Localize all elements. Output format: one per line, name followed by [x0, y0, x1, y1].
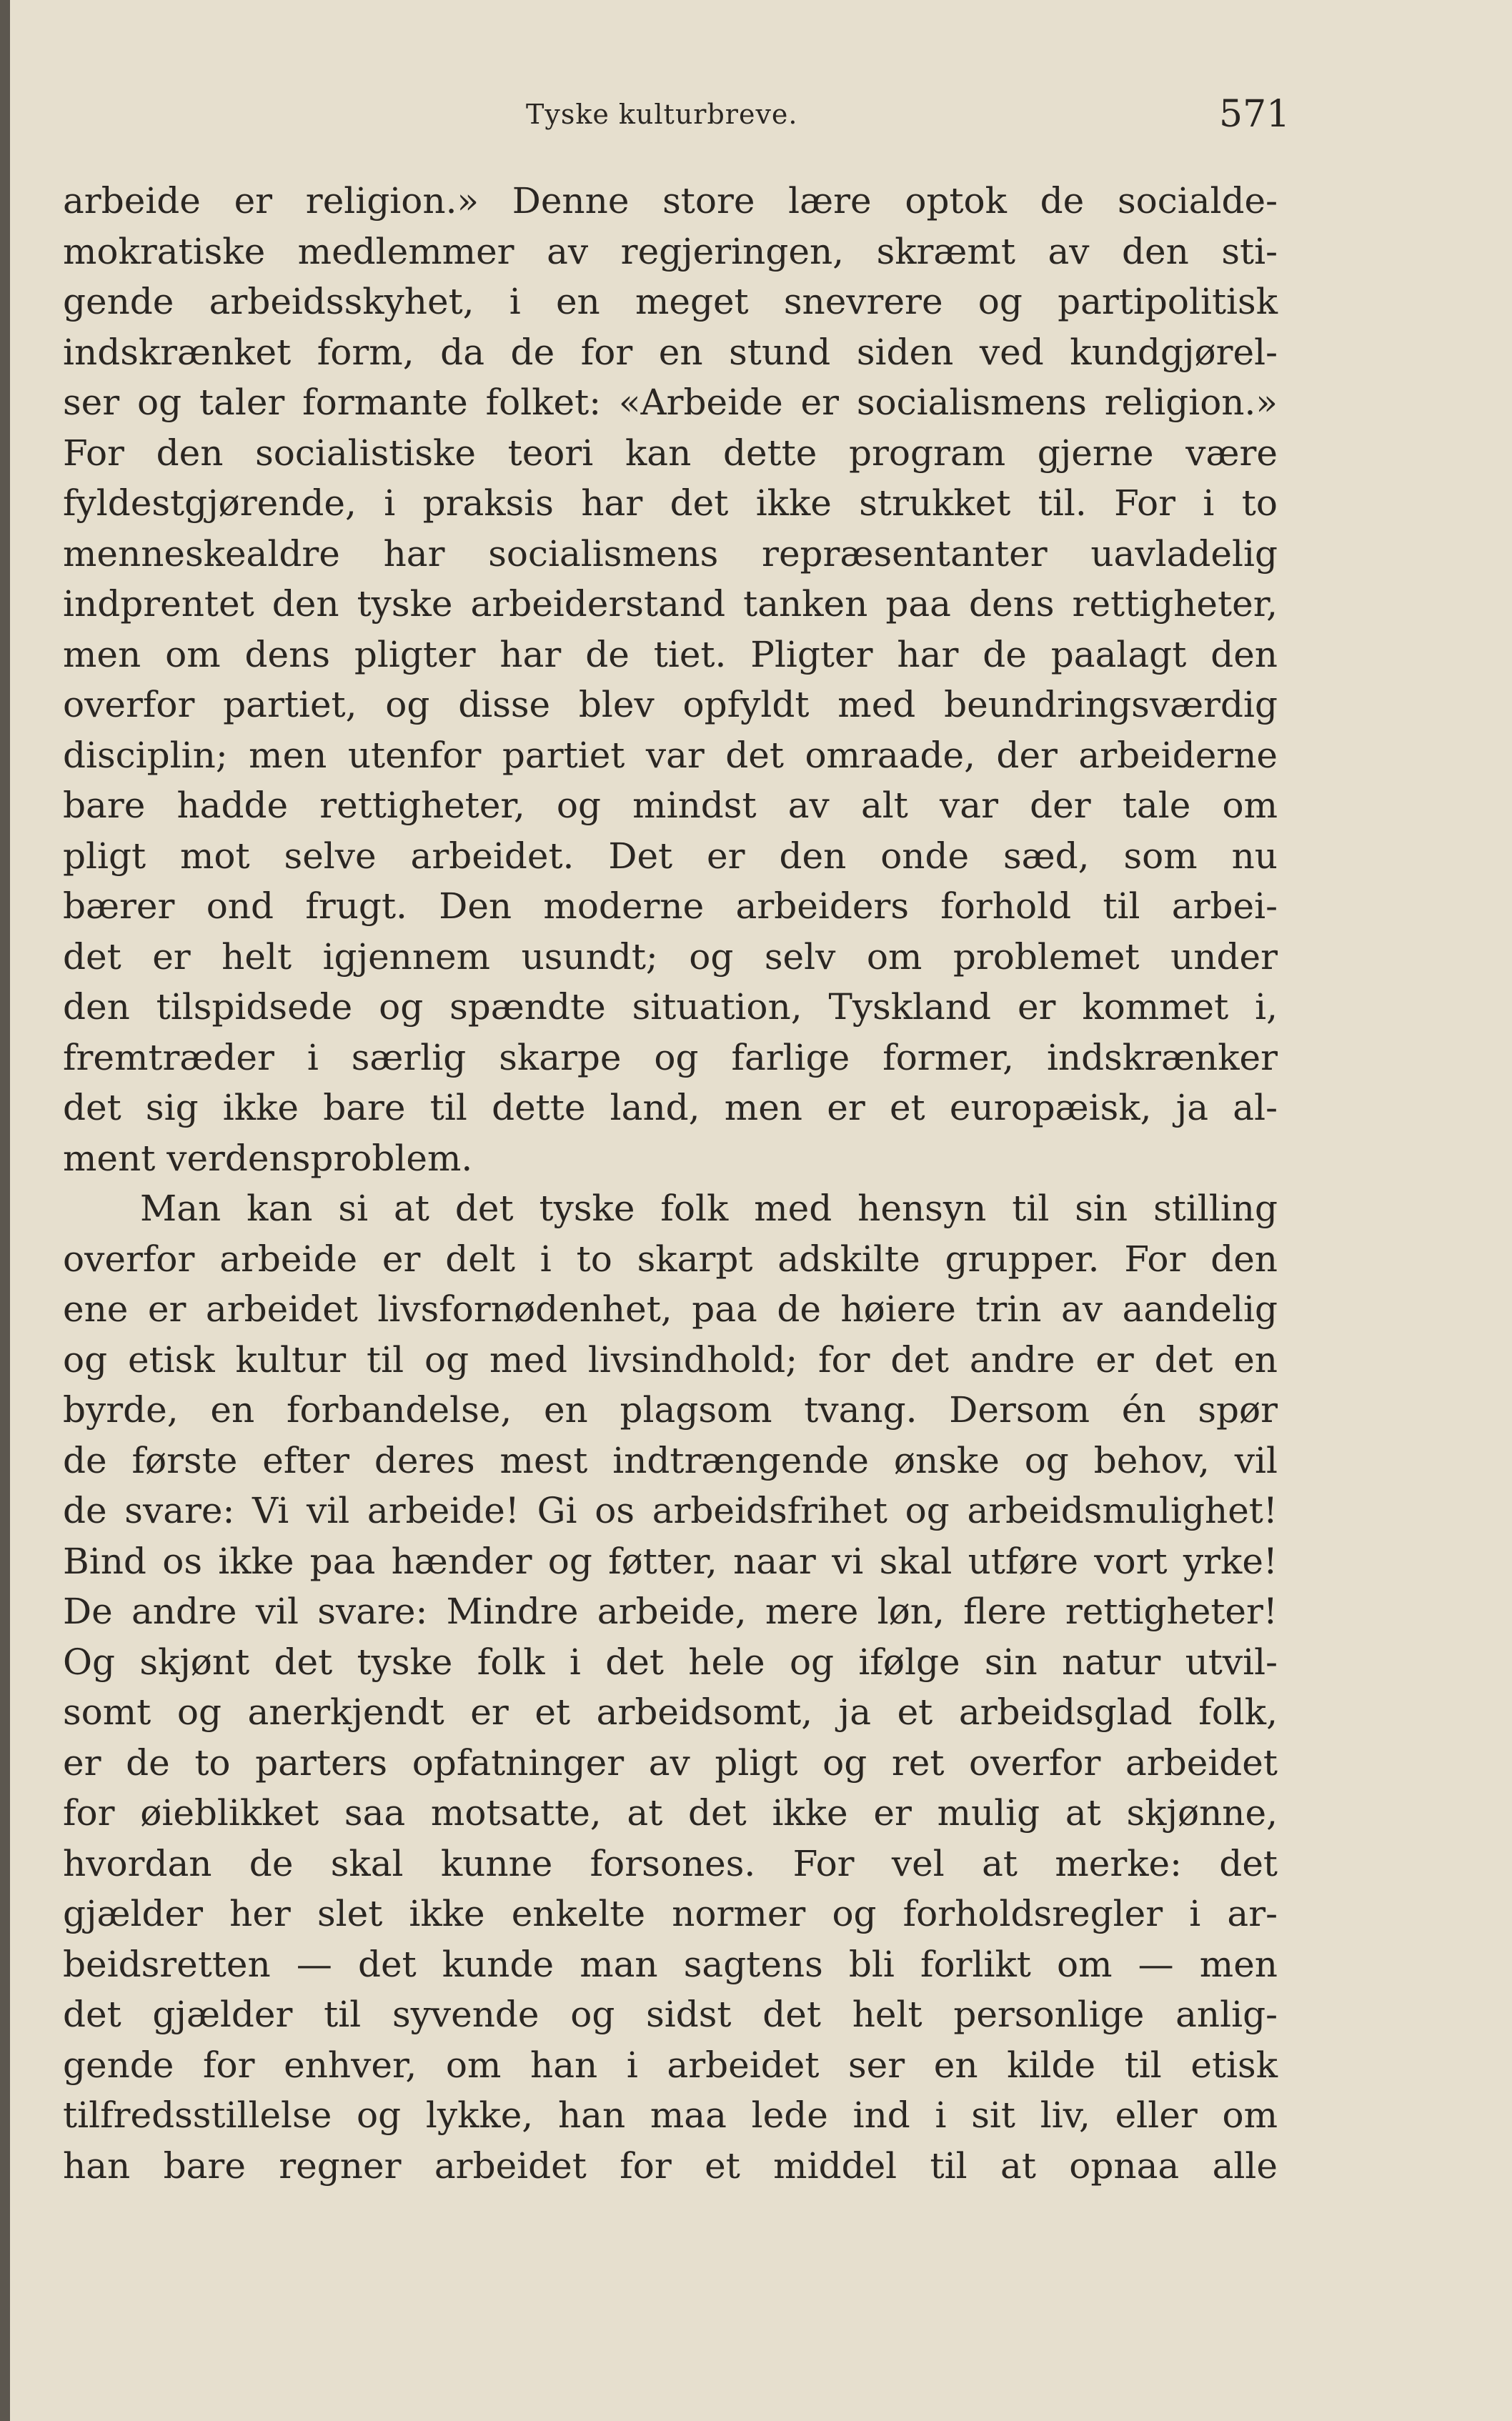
text-line-paragraph-end: ment verdensproblem. [63, 1137, 473, 1179]
page-header [0, 93, 1512, 143]
text-line: De andre vil svare: Mindre arbeide, mere løn, flere rettigheter! [63, 1591, 1278, 1632]
text-line: pligt mot selve arbeidet. Det er den onde sæd, som nu [63, 835, 1278, 877]
text-line: tilfredsstillelse og lykke, han maa lede ind i sit liv, eller om [63, 2094, 1278, 2136]
text-line: er de to parters opfatninger av pligt og ret overfor arbeidet [63, 1741, 1278, 1784]
text-line: de første efter deres mest indtrængende ønske og behov, vil [63, 1439, 1278, 1481]
text-line: det sig ikke bare til dette land, men er et europæisk, ja al- [63, 1087, 1278, 1128]
text-line: disciplin; men utenfor partiet var det omraade, der arbeiderne [63, 734, 1278, 776]
running-title: Tyske kulturbreve. [526, 99, 798, 130]
text-line: gjælder her slet ikke enkelte normer og forholdsregler i ar- [63, 1893, 1278, 1934]
text-line: men om dens pligter har de tiet. Pligter har de paalagt den [63, 633, 1278, 675]
text-line: beidsretten — det kunde man sagtens bli forlikt om — men [63, 1943, 1278, 1985]
text-line: gende for enhver, om han i arbeidet ser en kilde til etisk [63, 2044, 1278, 2086]
body-text [63, 176, 1278, 2191]
text-line: det er helt igjennem usundt; og selv om problemet under [63, 935, 1278, 978]
text-line: menneskealdre har socialismens repræsentanter uavladelig [63, 532, 1278, 575]
text-line: hvordan de skal kunne forsones. For vel at merke: det [63, 1842, 1278, 1884]
text-line: den tilspidsede og spændte situation, Tyskland er kommet i, [63, 986, 1278, 1028]
text-line: for øieblikket saa motsatte, at det ikke er mulig at skjønne, [63, 1792, 1278, 1834]
text-line: For den socialistiske teori kan dette program gjerne være [63, 432, 1278, 474]
text-line: Og skjønt det tyske folk i det hele og ifølge sin natur utvil- [63, 1641, 1278, 1683]
page-number: 571 [1219, 93, 1290, 136]
text-line: det gjælder til syvende og sidst det helt personlige anlig- [63, 1994, 1278, 2035]
text-line: somt og anerkjendt er et arbeidsomt, ja et arbeidsglad folk, [63, 1691, 1278, 1733]
text-line: mokratiske medlemmer av regjeringen, skræmt av den sti- [63, 230, 1278, 272]
text-line: bare hadde rettigheter, og mindst av alt var der tale om [63, 785, 1278, 826]
text-line: overfor partiet, og disse blev opfyldt med beundringsværdig [63, 684, 1278, 725]
text-line: fremtræder i særlig skarpe og farlige former, indskrænker [63, 1036, 1278, 1078]
text-line: og etisk kultur til og med livsindhold; for det andre er det en [63, 1338, 1278, 1381]
text-line: arbeide er religion.» Denne store lære optok de socialde- [63, 180, 1278, 222]
text-line: ser og taler formante folket: «Arbeide er socialismens religion.» [63, 382, 1278, 423]
text-line: indskrænket form, da de for en stund siden ved kundgjørel- [63, 331, 1278, 373]
text-line: bærer ond frugt. Den moderne arbeiders forhold til arbei- [63, 885, 1278, 927]
text-line: gende arbeidsskyhet, i en meget snevrere og partipolitisk [63, 281, 1278, 322]
text-line: Bind os ikke paa hænder og føtter, naar vi skal utføre vort yrke! [63, 1540, 1278, 1582]
text-line: han bare regner arbeidet for et middel til at opnaa alle [63, 2144, 1278, 2187]
text-line: overfor arbeide er delt i to skarpt adskilte grupper. For den [63, 1238, 1278, 1280]
text-line: byrde, en forbandelse, en plagsom tvang. Dersom én spør [63, 1389, 1278, 1431]
text-line: ene er arbeidet livsfornødenhet, paa de høiere trin av aandelig [63, 1288, 1278, 1330]
text-line: indprentet den tyske arbeiderstand tanken paa dens rettigheter, [63, 583, 1278, 625]
binding-edge [0, 0, 10, 2421]
text-line: de svare: Vi vil arbeide! Gi os arbeidsfrihet og arbeidsmulighet! [63, 1490, 1278, 1531]
text-line-paragraph-start: Man kan si at det tyske folk med hensyn til sin stilling [140, 1188, 1278, 1229]
text-line: fyldestgjørende, i praksis har det ikke strukket til. For i to [63, 482, 1278, 524]
